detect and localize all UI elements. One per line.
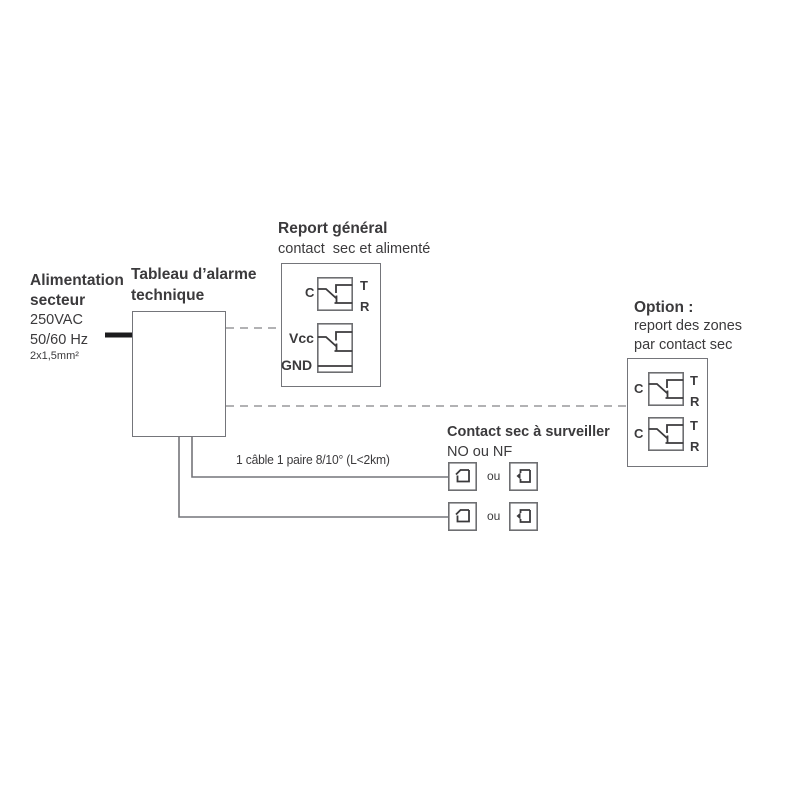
report-r-label: R xyxy=(360,299,370,314)
option-zone1-c-label: C xyxy=(634,381,644,396)
report-general-title: Report général xyxy=(278,220,388,237)
power-wire-spec: 2x1,5mm² xyxy=(30,350,79,362)
report-gnd-label: GND xyxy=(281,357,313,373)
no-contact-icon xyxy=(448,462,477,491)
or-label: ou xyxy=(487,469,501,483)
option-zone2-r-label: R xyxy=(690,439,700,454)
changeover-contact-icon xyxy=(317,277,353,311)
option-subtitle-line1: report des zones xyxy=(634,318,743,334)
option-subtitle-line2: par contact sec xyxy=(634,337,733,353)
option-zone1-r-label: R xyxy=(690,394,700,409)
report-general-subtitle: contact sec et alimenté xyxy=(278,241,431,257)
nf-contact-icon xyxy=(509,462,538,491)
cable-spec-label: 1 câble 1 paire 8/10° (L<2km) xyxy=(236,452,390,467)
option-title: Option : xyxy=(634,299,694,316)
monitored-subtitle: NO ou NF xyxy=(447,444,513,460)
power-voltage: 250VAC xyxy=(30,312,83,328)
alarm-panel-box xyxy=(132,311,226,437)
report-t-label: T xyxy=(360,278,368,293)
report-c-label: C xyxy=(305,285,315,300)
option-zone2-c-label: C xyxy=(634,426,644,441)
panel-label-line1: Tableau d’alarme xyxy=(131,266,257,283)
powered-contact-icon xyxy=(317,323,353,373)
report-vcc-label: Vcc xyxy=(289,330,314,346)
no-contact-icon xyxy=(448,502,477,531)
nf-contact-icon xyxy=(509,502,538,531)
monitored-title: Contact sec à surveiller xyxy=(447,424,610,440)
power-title-line2: secteur xyxy=(30,292,86,309)
option-zone1-t-label: T xyxy=(690,373,698,388)
changeover-contact-icon xyxy=(648,372,684,406)
option-zone2-t-label: T xyxy=(690,418,698,433)
or-label: ou xyxy=(487,509,501,523)
power-frequency: 50/60 Hz xyxy=(30,332,89,348)
power-title-line1: Alimentation xyxy=(30,272,124,289)
panel-label-line2: technique xyxy=(131,287,205,304)
changeover-contact-icon xyxy=(648,417,684,451)
